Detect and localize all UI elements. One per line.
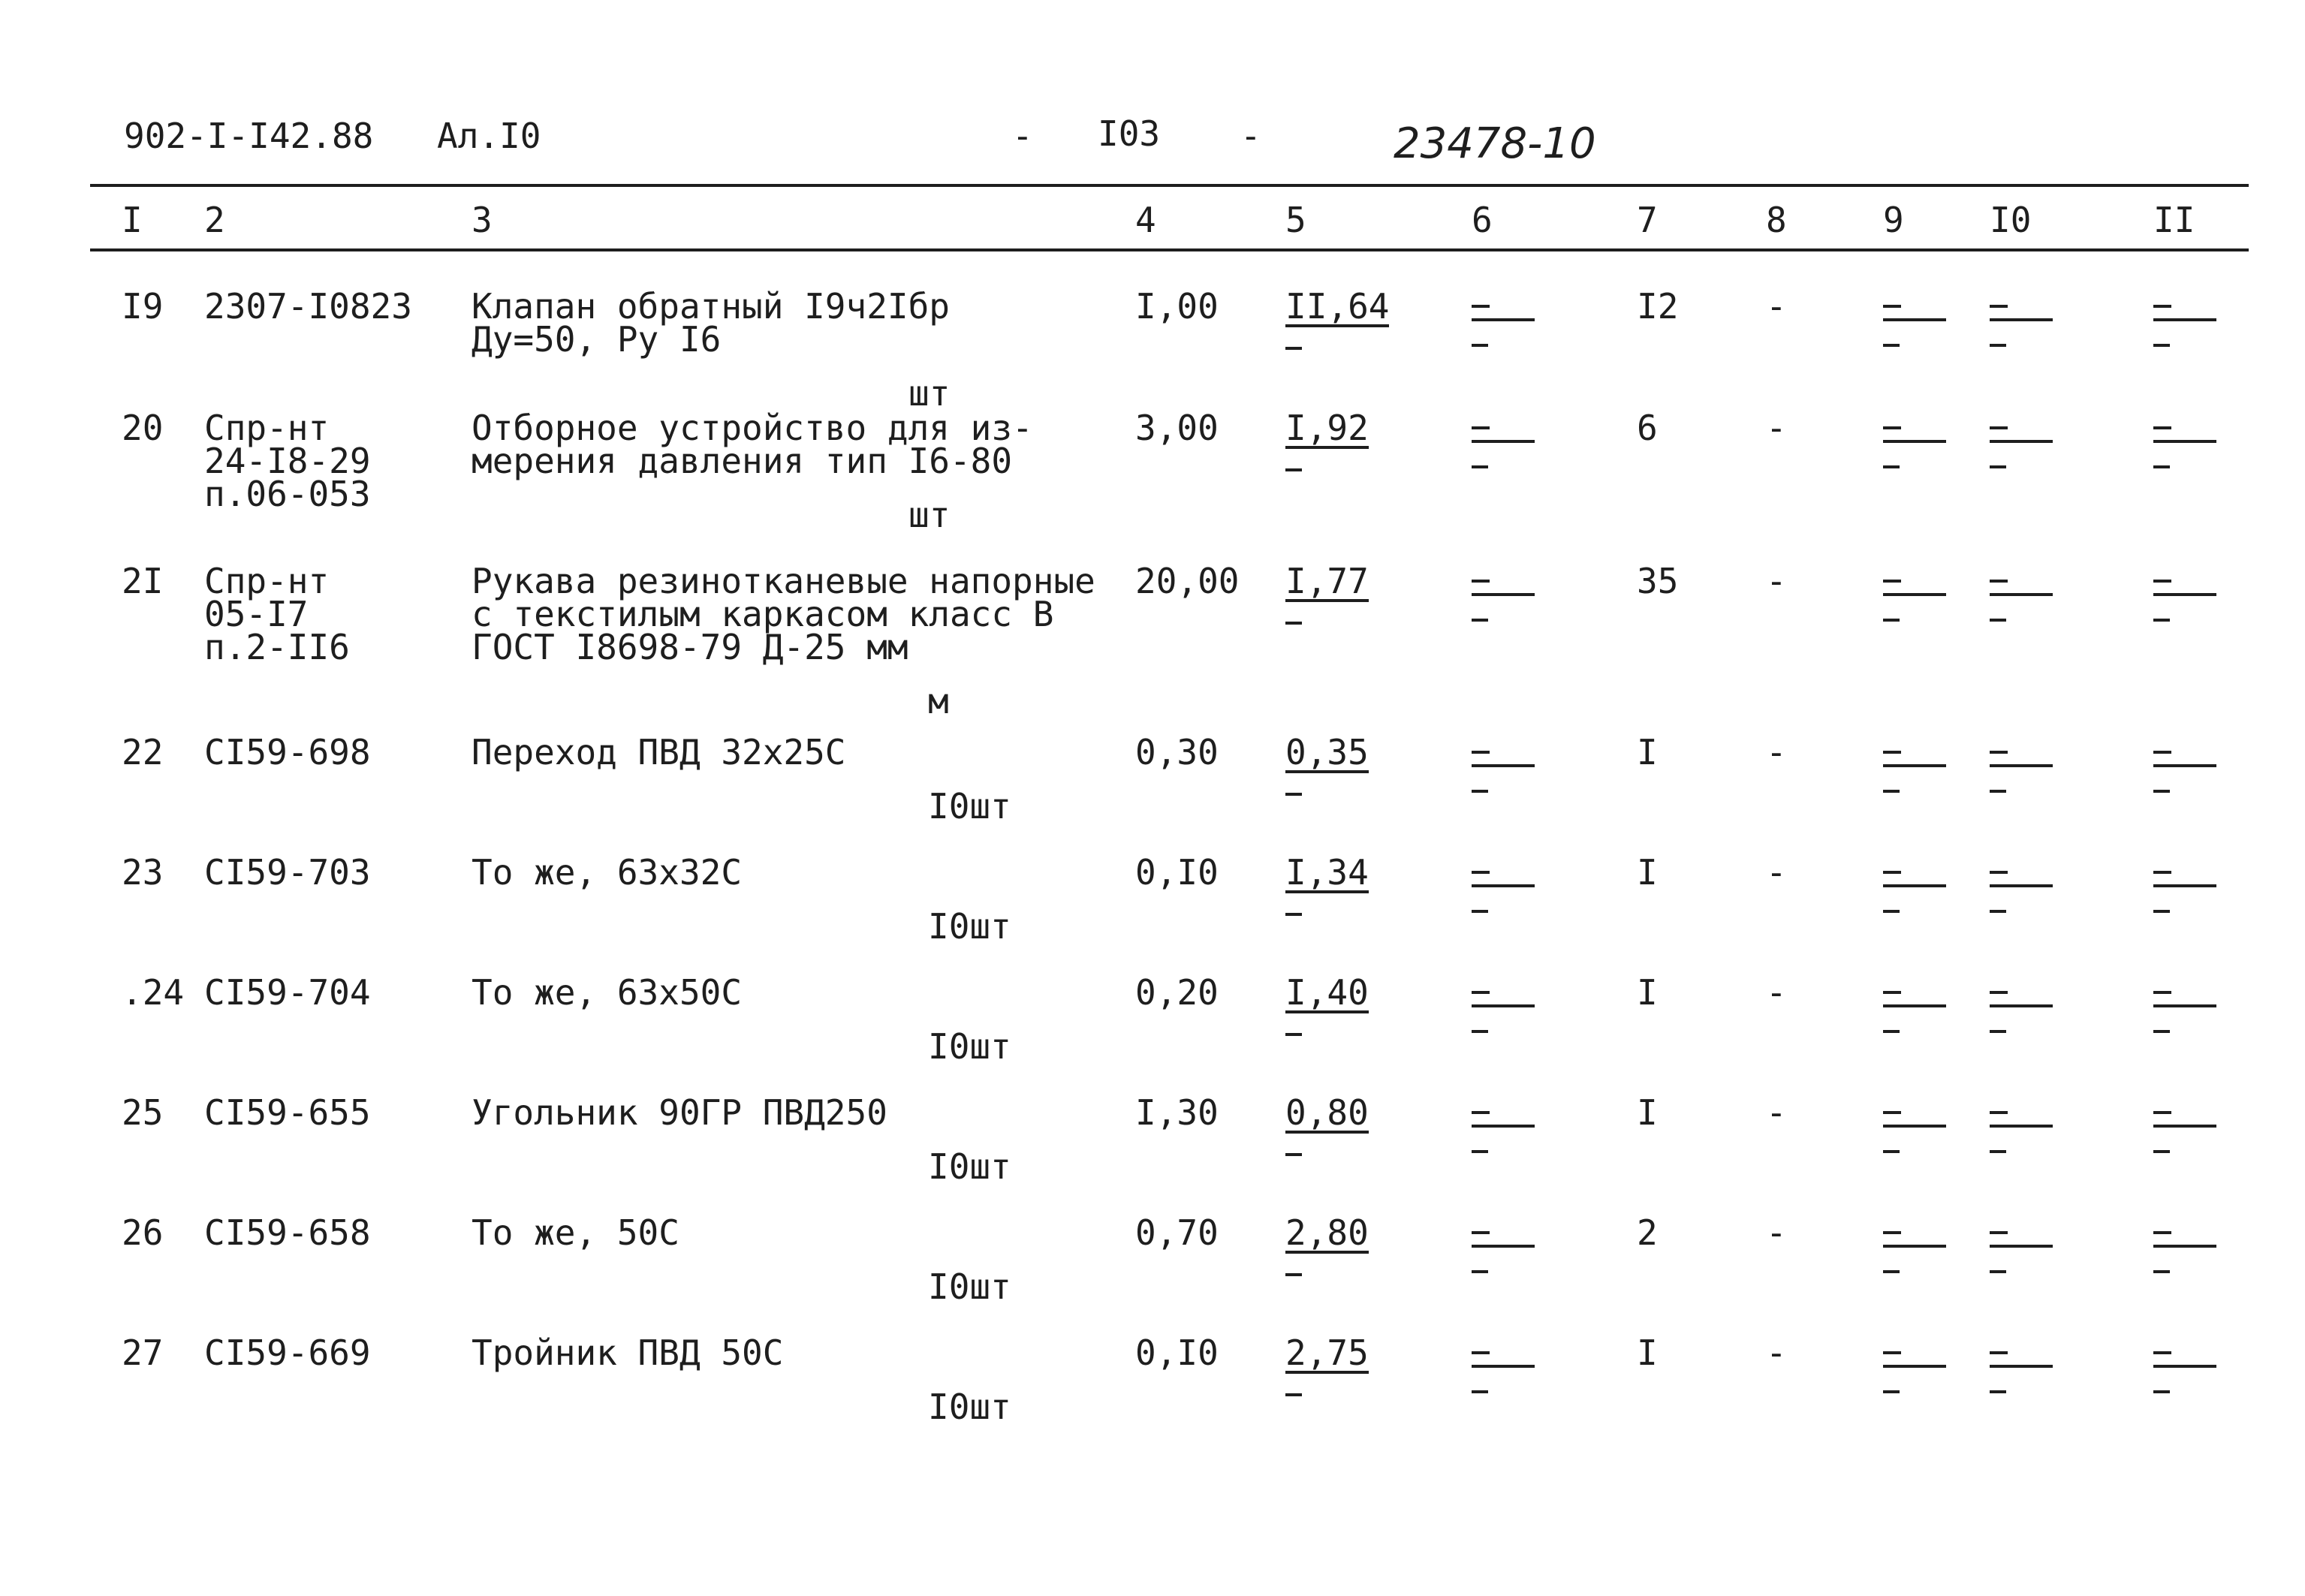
row-code: CI59-698 <box>204 732 371 772</box>
row-value-5-dash <box>1285 347 1302 350</box>
row-value-10-mark <box>1990 296 2057 351</box>
row-unit: I0шт <box>928 1146 1011 1187</box>
row-value-11-mark <box>2153 1342 2221 1398</box>
column-header-5: 5 <box>1285 200 1306 240</box>
row-value-10-mark <box>1990 1102 2057 1158</box>
column-header-4: 4 <box>1135 200 1156 240</box>
row-value-11-mark <box>2153 296 2221 351</box>
row-value-9-mark <box>1883 571 1951 626</box>
header-top-rule <box>90 184 2249 187</box>
row-unit: I0шт <box>928 906 1011 947</box>
row-value-5-dash <box>1285 468 1302 471</box>
row-value-10-mark <box>1990 1342 2057 1398</box>
row-value-8: - <box>1766 561 1787 601</box>
row-quantity: 0,20 <box>1135 972 1219 1013</box>
row-code: Спр-нт 24-I8-29 п.06-053 <box>204 408 371 514</box>
row-value-11-mark <box>2153 417 2221 473</box>
row-value-10-mark <box>1990 1222 2057 1278</box>
row-value-5-dash <box>1285 913 1302 916</box>
row-description: То же, 50С <box>472 1212 679 1253</box>
row-value-6-mark <box>1472 571 1539 626</box>
row-value-5-dash <box>1285 1393 1302 1396</box>
row-value-6-mark <box>1472 1222 1539 1278</box>
row-value-6-mark <box>1472 1102 1539 1158</box>
handwritten-number: 23478-10 <box>1394 119 1596 168</box>
row-value-5: 0,35 <box>1285 732 1369 772</box>
row-code: CI59-704 <box>204 972 371 1013</box>
row-value-10-mark <box>1990 862 2057 917</box>
row-value-9-mark <box>1883 742 1951 797</box>
row-quantity: 20,00 <box>1135 561 1240 601</box>
row-value-5-dash <box>1285 1153 1302 1156</box>
row-value-9-mark <box>1883 982 1951 1037</box>
row-quantity: 0,I0 <box>1135 852 1219 893</box>
row-description: Угольник 90ГР ПВД250 <box>472 1092 887 1133</box>
row-quantity: I,30 <box>1135 1092 1219 1133</box>
row-description: Рукава резинотканевые напорные с текстилым каркасом класс В ГОСТ I8698-79 Д-25 мм <box>472 561 1095 667</box>
row-number: 25 <box>122 1092 164 1133</box>
row-description: То же, 63х50С <box>472 972 743 1013</box>
row-value-5: 2,80 <box>1285 1212 1369 1253</box>
row-number: 22 <box>122 732 164 772</box>
row-value-7: 6 <box>1637 408 1658 448</box>
column-header-10: I0 <box>1990 200 2032 240</box>
row-value-8: - <box>1766 286 1787 327</box>
row-code: CI59-669 <box>204 1333 371 1373</box>
column-header-7: 7 <box>1637 200 1658 240</box>
row-value-9-mark <box>1883 1342 1951 1398</box>
row-value-5-dash <box>1285 1273 1302 1276</box>
row-number: I9 <box>122 286 164 327</box>
row-value-5-dash <box>1285 1033 1302 1036</box>
row-number: .24 <box>122 972 185 1013</box>
row-value-5: 0,80 <box>1285 1092 1369 1133</box>
row-value-7: 2 <box>1637 1212 1658 1253</box>
row-value-5: 2,75 <box>1285 1333 1369 1373</box>
row-code: Спр-нт 05-I7 п.2-II6 <box>204 561 350 667</box>
row-value-10-mark <box>1990 417 2057 473</box>
row-value-10-mark <box>1990 571 2057 626</box>
page-dash-left: - <box>1012 116 1033 156</box>
row-number: 20 <box>122 408 164 448</box>
row-description: Клапан обратный I9ч2Iбр Ду=50, Ру I6 <box>472 286 950 360</box>
column-header-9: 9 <box>1883 200 1904 240</box>
row-code: CI59-658 <box>204 1212 371 1253</box>
row-value-7: I <box>1637 852 1658 893</box>
row-value-9-mark <box>1883 862 1951 917</box>
row-code: 2307-I0823 <box>204 286 412 327</box>
row-value-11-mark <box>2153 982 2221 1037</box>
page-number: I03 <box>1098 113 1161 154</box>
row-value-7: I <box>1637 1333 1658 1373</box>
column-header-8: 8 <box>1766 200 1787 240</box>
row-value-7: I <box>1637 1092 1658 1133</box>
row-value-10-mark <box>1990 982 2057 1037</box>
row-value-7: 35 <box>1637 561 1679 601</box>
row-value-8: - <box>1766 408 1787 448</box>
row-value-6-mark <box>1472 862 1539 917</box>
row-value-9-mark <box>1883 417 1951 473</box>
row-value-8: - <box>1766 852 1787 893</box>
row-value-6-mark <box>1472 296 1539 351</box>
row-number: 23 <box>122 852 164 893</box>
row-unit: I0шт <box>928 1026 1011 1067</box>
row-value-11-mark <box>2153 1102 2221 1158</box>
row-value-6-mark <box>1472 417 1539 473</box>
row-description: Тройник ПВД 50С <box>472 1333 784 1373</box>
row-unit: I0шт <box>928 1387 1011 1427</box>
row-value-9-mark <box>1883 296 1951 351</box>
row-value-8: - <box>1766 972 1787 1013</box>
row-value-8: - <box>1766 1333 1787 1373</box>
row-value-7: I2 <box>1637 286 1679 327</box>
row-unit: I0шт <box>928 786 1011 827</box>
row-value-5-dash <box>1285 622 1302 625</box>
row-quantity: 0,70 <box>1135 1212 1219 1253</box>
row-description: Отборное устройство для из- мерения давления тип I6-80 <box>472 408 1033 481</box>
row-value-8: - <box>1766 732 1787 772</box>
row-value-5-dash <box>1285 793 1302 796</box>
row-unit: шт <box>908 495 951 535</box>
row-quantity: 0,I0 <box>1135 1333 1219 1373</box>
row-description: Переход ПВД 32х25С <box>472 732 846 772</box>
row-code: CI59-703 <box>204 852 371 893</box>
column-header-11: II <box>2153 200 2195 240</box>
row-value-11-mark <box>2153 571 2221 626</box>
sheet-label: Ал.I0 <box>437 116 541 156</box>
row-value-11-mark <box>2153 862 2221 917</box>
column-header-2: 2 <box>204 200 225 240</box>
row-value-5: II,64 <box>1285 286 1390 327</box>
row-value-6-mark <box>1472 1342 1539 1398</box>
doc-code: 902-I-I42.88 <box>124 116 374 156</box>
page-dash-right: - <box>1240 116 1261 156</box>
header-bottom-rule <box>90 248 2249 251</box>
row-value-11-mark <box>2153 742 2221 797</box>
row-number: 2I <box>122 561 164 601</box>
column-header-6: 6 <box>1472 200 1493 240</box>
row-value-11-mark <box>2153 1222 2221 1278</box>
row-value-5: I,34 <box>1285 852 1369 893</box>
row-number: 27 <box>122 1333 164 1373</box>
row-value-5: I,92 <box>1285 408 1369 448</box>
row-value-9-mark <box>1883 1102 1951 1158</box>
row-code: CI59-655 <box>204 1092 371 1133</box>
row-value-10-mark <box>1990 742 2057 797</box>
row-value-5: I,77 <box>1285 561 1369 601</box>
row-description: То же, 63х32С <box>472 852 743 893</box>
row-value-7: I <box>1637 732 1658 772</box>
row-value-9-mark <box>1883 1222 1951 1278</box>
row-unit: м <box>928 681 949 721</box>
row-value-8: - <box>1766 1212 1787 1253</box>
column-header-3: 3 <box>472 200 493 240</box>
row-quantity: 0,30 <box>1135 732 1219 772</box>
row-quantity: 3,00 <box>1135 408 1219 448</box>
row-value-6-mark <box>1472 982 1539 1037</box>
row-value-7: I <box>1637 972 1658 1013</box>
column-header-1: I <box>122 200 143 240</box>
row-quantity: I,00 <box>1135 286 1219 327</box>
row-number: 26 <box>122 1212 164 1253</box>
row-unit: I0шт <box>928 1266 1011 1307</box>
row-value-5: I,40 <box>1285 972 1369 1013</box>
row-unit: шт <box>908 373 951 414</box>
row-value-8: - <box>1766 1092 1787 1133</box>
row-value-6-mark <box>1472 742 1539 797</box>
